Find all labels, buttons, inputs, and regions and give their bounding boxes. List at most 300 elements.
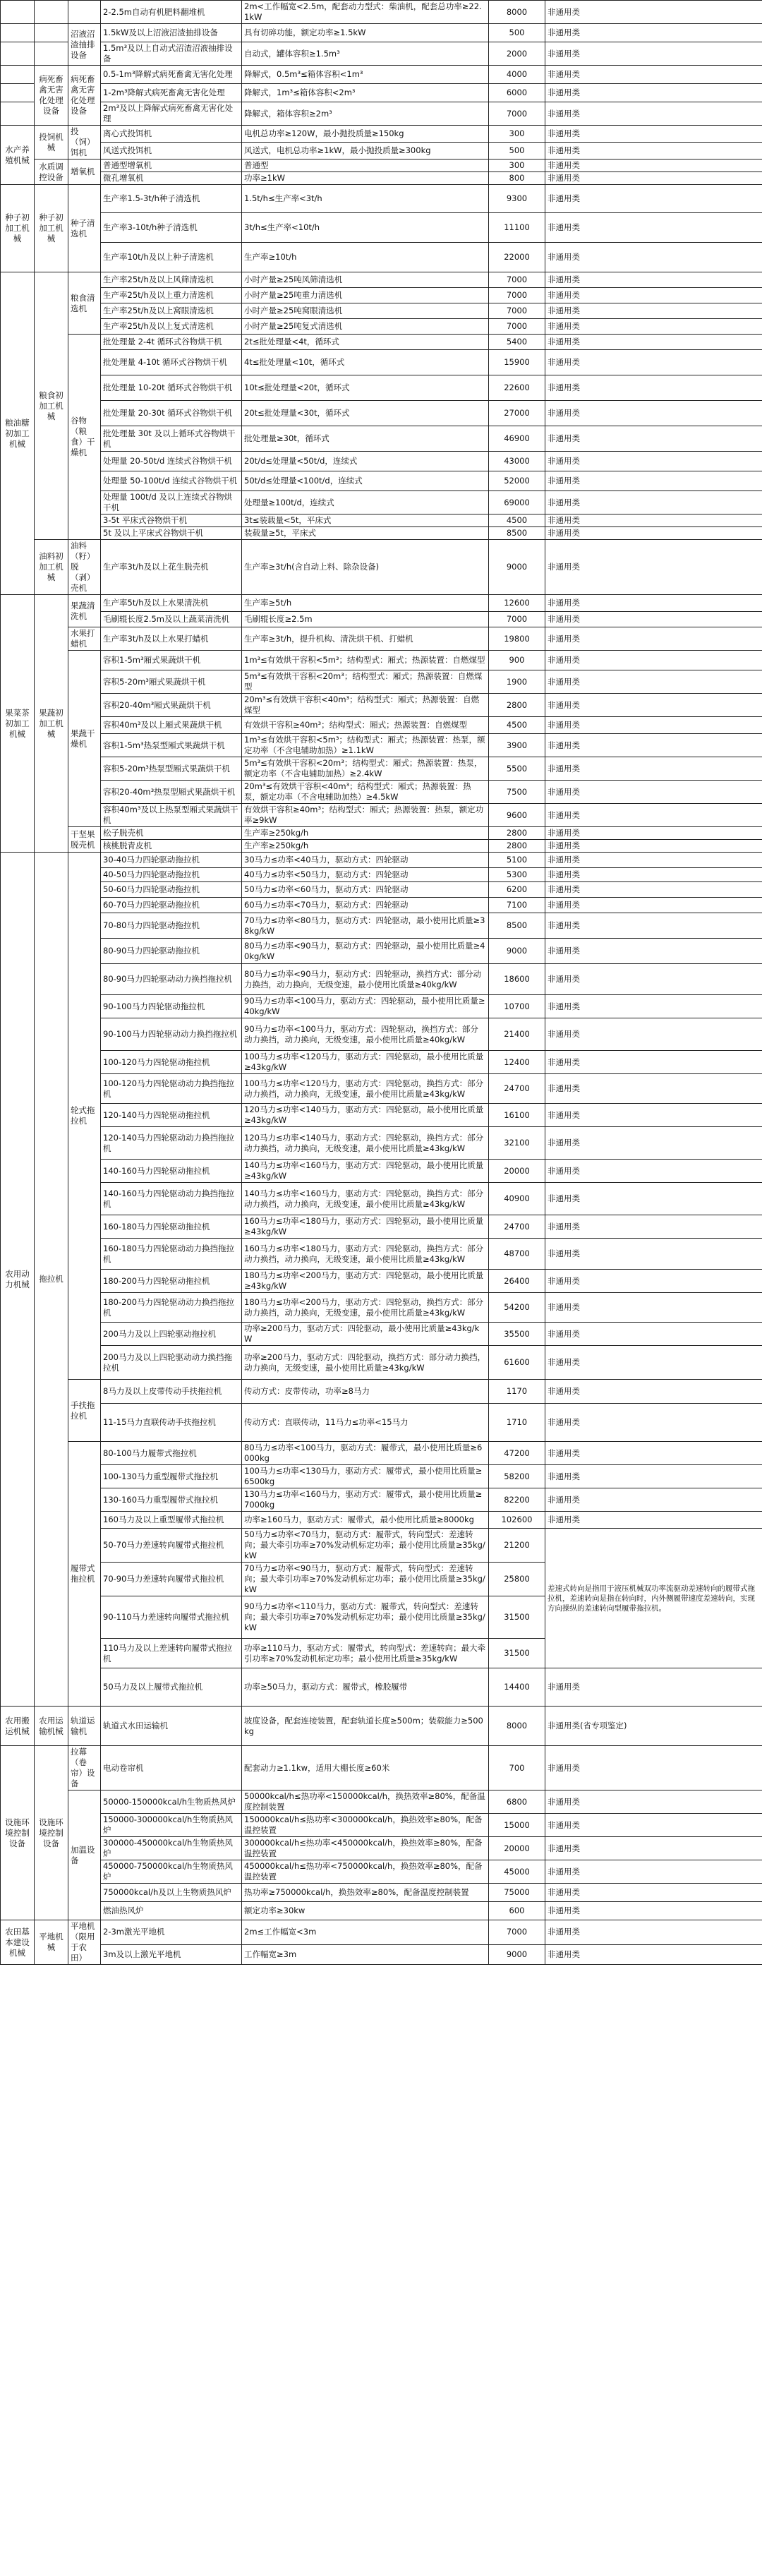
- cell-c6: 11100: [489, 213, 545, 243]
- cell-c7: 非通用类: [545, 24, 762, 42]
- cell-c5: 功率≥160马力，驱动方式：履带式，最小使用比质量≥8000kg: [242, 1512, 489, 1529]
- cell-c7: 非通用类: [545, 853, 762, 868]
- cell-c6: 21400: [489, 1018, 545, 1051]
- cell-c6: 20000: [489, 1160, 545, 1183]
- cell-c5: 80马力≤功率<90马力，驱动方式：四轮驱动，最小使用比质量≥40kg/kW: [242, 939, 489, 964]
- cell-c7: 非通用类: [545, 734, 762, 757]
- table-row: [1, 1018, 762, 1051]
- cell-c6: 7000: [489, 612, 545, 627]
- cell-c5: 装载量≥5t，平床式: [242, 527, 489, 540]
- cell-c3: 加温设备: [68, 1790, 101, 1920]
- cell-c7: 非通用类: [545, 452, 762, 471]
- table-row: [1, 939, 762, 964]
- cell-c4: 容积1-5m³厢式果蔬烘干机: [101, 651, 242, 670]
- cell-c5: 普通型: [242, 160, 489, 172]
- cell-c5: 50t/d≤处理量<100t/d，连续式: [242, 471, 489, 491]
- cell-c6: 15900: [489, 350, 545, 375]
- cell-c6: 82200: [489, 1488, 545, 1512]
- cell-c4: 核桃脱青皮机: [101, 840, 242, 853]
- table-row: [1, 350, 762, 375]
- cell-c5: 70马力≤功率<90马力，驱动方式：履带式，转向型式：差速转向；最大牵引功率≥70%发动机标定功率；最小使用比质量≥35kg/kW: [242, 1563, 489, 1596]
- cell-c2: 设施环境控制设备: [35, 1746, 68, 1920]
- cell-c6: 24700: [489, 1074, 545, 1104]
- cell-c6: 7000: [489, 319, 545, 335]
- cell-c1: [1, 66, 35, 84]
- cell-c5: 风送式，电机总功率≥1kW，最小抛投质量≥300kg: [242, 143, 489, 160]
- cell-c2: 投饲机械: [35, 126, 68, 160]
- cell-c7: 非通用类: [545, 1668, 762, 1707]
- cell-c7: 非通用类: [545, 1, 762, 24]
- table-row: [1, 1160, 762, 1183]
- cell-c5: 450000kcal/h≤热功率<750000kcal/h，换热效率≥80%，配备温控装置: [242, 1860, 489, 1884]
- cell-c2: 拖拉机: [35, 853, 68, 1707]
- cell-c7: 非通用类: [545, 882, 762, 898]
- cell-c3: 平地机（限用于农田）: [68, 1920, 101, 1965]
- table-row: [1, 1512, 762, 1529]
- cell-c6: 300: [489, 160, 545, 172]
- table-row: [1, 185, 762, 213]
- cell-c4: 140-160马力四轮驱动动力换挡拖拉机: [101, 1183, 242, 1215]
- cell-c4: 生产率3t/h及以上水果打蜡机: [101, 627, 242, 651]
- cell-c7: 非通用类: [545, 1920, 762, 1945]
- table-row: [1, 1746, 762, 1790]
- cell-c1: [1, 42, 35, 66]
- cell-c1: 农用搬运机械: [1, 1707, 35, 1746]
- table-row: [1, 426, 762, 452]
- cell-c6: 19800: [489, 627, 545, 651]
- cell-c1: 种子初加工机械: [1, 185, 35, 272]
- cell-c4: 130-160马力重型履带式拖拉机: [101, 1488, 242, 1512]
- cell-c4: 100-120马力四轮驱动动力换挡拖拉机: [101, 1074, 242, 1104]
- cell-c6: 8500: [489, 527, 545, 540]
- cell-c6: 3900: [489, 734, 545, 757]
- table-row: [1, 1884, 762, 1902]
- table-row: [1, 1668, 762, 1707]
- table-row: [1, 401, 762, 426]
- cell-c7: 非通用类: [545, 939, 762, 964]
- cell-c4: 容积40m³及以上热泵型厢式果蔬烘干机: [101, 804, 242, 827]
- cell-c6: 7000: [489, 303, 545, 319]
- cell-c5: 80马力≤功率<100马力，驱动方式：履带式，最小使用比质量≥6000kg: [242, 1442, 489, 1465]
- cell-c6: 2800: [489, 840, 545, 853]
- cell-c4: 750000kcal/h及以上生物质热风炉: [101, 1884, 242, 1902]
- cell-c3: 沼液沼渣抽排设备: [68, 24, 101, 66]
- cell-c5: 小时产量≥25吨重力清选机: [242, 288, 489, 303]
- cell-c5: 3t/h≤生产率<10t/h: [242, 213, 489, 243]
- cell-c7: 非通用类: [545, 612, 762, 627]
- cell-c7: 非通用类: [545, 1293, 762, 1323]
- cell-c4: 50-60马力四轮驱动拖拉机: [101, 882, 242, 898]
- cell-c4: 120-140马力四轮驱动动力换挡拖拉机: [101, 1127, 242, 1160]
- cell-c1: 农田基本建设机械: [1, 1920, 35, 1965]
- cell-c7: 差速式转向是指用于液压机械双功率流驱动差速转向的履带式拖拉机，差速转向是指在转向时，内外侧履带速度差速转向，实现方向操纵的差速转向型履带拖拉机。: [545, 1529, 762, 1668]
- cell-c7: 非通用类: [545, 126, 762, 143]
- table-row: [1, 24, 762, 42]
- cell-c1: 水产养殖机械: [1, 126, 35, 185]
- table-row: [1, 1270, 762, 1293]
- cell-c5: 额定功率≥30kw: [242, 1902, 489, 1920]
- table-row: [1, 514, 762, 527]
- cell-c6: 52000: [489, 471, 545, 491]
- cell-c5: 5m³≤有效烘干容积<20m³；结构型式：厢式；热源装置：自燃煤型: [242, 670, 489, 694]
- cell-c5: 2m≤工作幅宽<3m: [242, 1920, 489, 1945]
- cell-c6: 18600: [489, 964, 545, 995]
- cell-c4: 30-40马力四轮驱动拖拉机: [101, 853, 242, 868]
- cell-c6: 12600: [489, 595, 545, 612]
- table-row: [1, 1902, 762, 1920]
- cell-c5: 毛刷辊长度≥2.5m: [242, 612, 489, 627]
- cell-c2: 粮食初加工机械: [35, 272, 68, 540]
- cell-c6: 9000: [489, 939, 545, 964]
- table-row: [1, 757, 762, 781]
- cell-c4: 80-100马力履带式拖拉机: [101, 1442, 242, 1465]
- cell-c6: 48700: [489, 1239, 545, 1270]
- cell-c4: 50-70马力差速转向履带式拖拉机: [101, 1529, 242, 1563]
- cell-c7: 非通用类: [545, 913, 762, 939]
- cell-c4: 50马力及以上履带式拖拉机: [101, 1668, 242, 1707]
- cell-c4: 风送式投饵机: [101, 143, 242, 160]
- cell-c6: 700: [489, 1746, 545, 1790]
- cell-c4: 松子脱壳机: [101, 827, 242, 840]
- table-row: [1, 527, 762, 540]
- cell-c4: 100-130马力重型履带式拖拉机: [101, 1465, 242, 1488]
- cell-c5: 生产率≥3t/h，提升机构、清洗烘干机、打蜡机: [242, 627, 489, 651]
- cell-c6: 500: [489, 143, 545, 160]
- cell-c5: 60马力≤功率<70马力，驱动方式：四轮驱动: [242, 898, 489, 913]
- cell-c5: 传动方式：皮带传动，功率≥8马力: [242, 1380, 489, 1404]
- cell-c5: 自动式，罐体容积≥1.5m³: [242, 42, 489, 66]
- cell-c7: 非通用类(省专项鉴定): [545, 1707, 762, 1746]
- cell-c2: 油料初加工机械: [35, 540, 68, 595]
- cell-c6: 102600: [489, 1512, 545, 1529]
- table-row: [1, 1529, 762, 1563]
- cell-c6: 58200: [489, 1465, 545, 1488]
- table-row: [1, 651, 762, 670]
- cell-c6: 5500: [489, 757, 545, 781]
- cell-c7: 非通用类: [545, 670, 762, 694]
- cell-c6: 7000: [489, 102, 545, 126]
- cell-c5: 功率≥110马力，驱动方式：履带式，转向型式：差速转向；最大牵引功率≥70%发动机标定功率；最小使用比质量≥35kg/kW: [242, 1639, 489, 1668]
- cell-c7: 非通用类: [545, 1746, 762, 1790]
- cell-c4: 0.5-1m³降解式病死畜禽无害化处理: [101, 66, 242, 84]
- cell-c5: 10t≤批处理量<20t，循环式: [242, 375, 489, 401]
- cell-c5: 1m³≤有效烘干容积<5m³；结构型式：厢式；热源装置：自燃煤型: [242, 651, 489, 670]
- cell-c7: 非通用类: [545, 102, 762, 126]
- cell-c7: 非通用类: [545, 595, 762, 612]
- table-row: [1, 1293, 762, 1323]
- cell-c5: 80马力≤功率<90马力，驱动方式：四轮驱动，换挡方式：部分动力换挡，动力换向，无级变速，最小使用比质量≥40kg/kW: [242, 964, 489, 995]
- cell-c5: 120马力≤功率<140马力，驱动方式：四轮驱动，最小使用比质量≥43kg/kW: [242, 1104, 489, 1127]
- cell-c3: 谷物（粮食）干燥机: [68, 335, 101, 540]
- cell-c7: 非通用类: [545, 471, 762, 491]
- cell-c5: 2t≤批处理量<4t，循环式: [242, 335, 489, 350]
- cell-c4: 电动卷帘机: [101, 1746, 242, 1790]
- table-row: [1, 670, 762, 694]
- cell-c7: 非通用类: [545, 1465, 762, 1488]
- cell-c6: 800: [489, 172, 545, 185]
- cell-c7: 非通用类: [545, 827, 762, 840]
- cell-c6: 69000: [489, 491, 545, 514]
- cell-c7: 非通用类: [545, 1104, 762, 1127]
- table-row: [1, 627, 762, 651]
- table-row: [1, 1, 762, 24]
- cell-c4: 160-180马力四轮驱动拖拉机: [101, 1215, 242, 1239]
- cell-c5: 40马力≤功率<50马力，驱动方式：四轮驱动: [242, 868, 489, 882]
- cell-c5: 180马力≤功率<200马力，驱动方式：四轮驱动，最小使用比质量≥43kg/kW: [242, 1270, 489, 1293]
- cell-c5: 140马力≤功率<160马力，驱动方式：四轮驱动，最小使用比质量≥43kg/kW: [242, 1160, 489, 1183]
- cell-c6: 47200: [489, 1442, 545, 1465]
- cell-c7: 非通用类: [545, 1323, 762, 1346]
- cell-c4: 200马力及以上四轮驱动动力换挡拖拉机: [101, 1346, 242, 1380]
- cell-c5: 70马力≤功率<80马力，驱动方式：四轮驱动，最小使用比质量≥38kg/kW: [242, 913, 489, 939]
- cell-c4: 11-15马力直联传动手扶拖拉机: [101, 1404, 242, 1442]
- table-row: [1, 1183, 762, 1215]
- cell-c5: 1.5t/h≤生产率<3t/h: [242, 185, 489, 213]
- cell-c6: 26400: [489, 1270, 545, 1293]
- cell-c3: 增氧机: [68, 160, 101, 185]
- cell-c6: 2000: [489, 42, 545, 66]
- table-row: [1, 243, 762, 272]
- cell-c6: 7000: [489, 272, 545, 288]
- cell-c4: 批处理量 4-10t 循环式谷物烘干机: [101, 350, 242, 375]
- cell-c2: 种子初加工机械: [35, 185, 68, 272]
- cell-c7: 非通用类: [545, 1127, 762, 1160]
- cell-c7: 非通用类: [545, 964, 762, 995]
- cell-c5: 300000kcal/h≤热功率<450000kcal/h，换热效率≥80%，配备温控装置: [242, 1837, 489, 1860]
- cell-c6: 1170: [489, 1380, 545, 1404]
- cell-c7: 非通用类: [545, 426, 762, 452]
- cell-c2: 农用运输机械: [35, 1707, 68, 1746]
- cell-c5: 功率≥1kW: [242, 172, 489, 185]
- cell-c2: [35, 24, 68, 42]
- table-row: [1, 335, 762, 350]
- cell-c4: 批处理量 30t 及以上循环式谷物烘干机: [101, 426, 242, 452]
- table-row: [1, 213, 762, 243]
- cell-c7: 非通用类: [545, 185, 762, 213]
- table-row: [1, 882, 762, 898]
- cell-c4: 3-5t 平床式谷物烘干机: [101, 514, 242, 527]
- table-row: [1, 868, 762, 882]
- cell-c4: 生产率5t/h及以上水果清洗机: [101, 595, 242, 612]
- cell-c5: 120马力≤功率<140马力，驱动方式：四轮驱动，换挡方式：部分动力换挡，动力换向，无级变速，最小使用比质量≥43kg/kW: [242, 1127, 489, 1160]
- cell-c4: 毛刷辊长度2.5m及以上蔬菜清洗机: [101, 612, 242, 627]
- cell-c4: 处理量 100t/d 及以上连续式谷物烘干机: [101, 491, 242, 514]
- table-row: [1, 827, 762, 840]
- table-row: [1, 84, 762, 102]
- table-row: [1, 1104, 762, 1127]
- cell-c6: 4500: [489, 717, 545, 734]
- cell-c5: 传动方式：直联传动，11马力≤功率<15马力: [242, 1404, 489, 1442]
- cell-c6: 14400: [489, 1668, 545, 1707]
- cell-c4: 批处理量 20-30t 循环式谷物烘干机: [101, 401, 242, 426]
- cell-c4: 批处理量 2-4t 循环式谷物烘干机: [101, 335, 242, 350]
- table-row: [1, 612, 762, 627]
- cell-c5: 100马力≤功率<120马力，驱动方式：四轮驱动，换挡方式：部分动力换挡，动力换向，无级变速，最小使用比质量≥43kg/kW: [242, 1074, 489, 1104]
- cell-c4: 燃油热风炉: [101, 1902, 242, 1920]
- cell-c4: 3m及以上激光平地机: [101, 1944, 242, 1964]
- cell-c4: 100-120马力四轮驱动拖拉机: [101, 1051, 242, 1074]
- table-row: [1, 1814, 762, 1837]
- cell-c1: [1, 1, 35, 24]
- cell-c3: 果蔬干燥机: [68, 651, 101, 827]
- table-row: [1, 288, 762, 303]
- cell-c6: 25800: [489, 1563, 545, 1596]
- cell-c6: 8000: [489, 1, 545, 24]
- table-row: [1, 102, 762, 126]
- cell-c5: 生产率≥250kg/h: [242, 840, 489, 853]
- cell-c7: 非通用类: [545, 717, 762, 734]
- table-row: [1, 375, 762, 401]
- table-row: [1, 1488, 762, 1512]
- cell-c7: 非通用类: [545, 1018, 762, 1051]
- cell-c7: 非通用类: [545, 1074, 762, 1104]
- cell-c4: 90-100马力四轮驱动拖拉机: [101, 995, 242, 1018]
- cell-c5: 热功率≥750000kcal/h，换热效率≥80%，配备温度控制装置: [242, 1884, 489, 1902]
- cell-c5: 功率≥200马力，驱动方式：四轮驱动，换挡方式：部分动力换挡，动力换向，无级变速，最小使用比质量≥43kg/kW: [242, 1346, 489, 1380]
- cell-c4: 生产率1.5-3t/h种子清选机: [101, 185, 242, 213]
- cell-c4: 容积5-20m³厢式果蔬烘干机: [101, 670, 242, 694]
- cell-c6: 300: [489, 126, 545, 143]
- cell-c5: 生产率≥250kg/h: [242, 827, 489, 840]
- cell-c5: 50马力≤功率<60马力，驱动方式：四轮驱动: [242, 882, 489, 898]
- cell-c3: 拉幕（卷帘）设备: [68, 1746, 101, 1790]
- cell-c6: 600: [489, 1902, 545, 1920]
- cell-c5: 4t≤批处理量<10t，循环式: [242, 350, 489, 375]
- cell-c7: 非通用类: [545, 1814, 762, 1837]
- cell-c7: 非通用类: [545, 757, 762, 781]
- cell-c5: 50000kcal/h≤热功率<150000kcal/h，换热效率≥80%，配备温度控制装置: [242, 1790, 489, 1814]
- cell-c7: 非通用类: [545, 1790, 762, 1814]
- cell-c4: 180-200马力四轮驱动拖拉机: [101, 1270, 242, 1293]
- cell-c7: 非通用类: [545, 375, 762, 401]
- table-row: [1, 898, 762, 913]
- cell-c6: 45000: [489, 1860, 545, 1884]
- cell-c4: 轨道式水田运输机: [101, 1707, 242, 1746]
- cell-c4: 50000-150000kcal/h生物质热风炉: [101, 1790, 242, 1814]
- cell-c7: 非通用类: [545, 651, 762, 670]
- cell-c6: 2800: [489, 694, 545, 717]
- cell-c4: 110马力及以上差速转向履带式拖拉机: [101, 1639, 242, 1668]
- cell-c5: 20m³≤有效烘干容积<40m³；结构型式：厢式；热源装置：热泵，额定功率（不含电辅助加热）≥4.5kW: [242, 781, 489, 804]
- cell-c5: 2m<工作幅宽<2.5m，配套动力型式：柴油机，配套总功率≥22.1kW: [242, 1, 489, 24]
- cell-c2: 病死畜禽无害化处理设备: [35, 66, 68, 126]
- cell-c5: 生产率≥3t/h(含自动上料、除杂设备): [242, 540, 489, 595]
- table-row: [1, 595, 762, 612]
- table-row: [1, 804, 762, 827]
- cell-c3: 干坚果脱壳机: [68, 827, 101, 853]
- cell-c7: 非通用类: [545, 213, 762, 243]
- cell-c7: 非通用类: [545, 1183, 762, 1215]
- cell-c5: 20m³≤有效烘干容积<40m³；结构型式：厢式；热源装置：自燃煤型: [242, 694, 489, 717]
- cell-c4: 90-110马力差速转向履带式拖拉机: [101, 1596, 242, 1639]
- cell-c6: 40900: [489, 1183, 545, 1215]
- cell-c4: 生产率3t/h及以上花生脱壳机: [101, 540, 242, 595]
- cell-c7: 非通用类: [545, 804, 762, 827]
- cell-c4: 容积40m³及以上厢式果蔬烘干机: [101, 717, 242, 734]
- cell-c7: 非通用类: [545, 1346, 762, 1380]
- cell-c6: 5400: [489, 335, 545, 350]
- cell-c1: [1, 84, 35, 102]
- table-row: [1, 143, 762, 160]
- cell-c1: 设施环境控制设备: [1, 1746, 35, 1920]
- cell-c4: 1-2m³降解式病死畜禽无害化处理: [101, 84, 242, 102]
- cell-c7: 非通用类: [545, 627, 762, 651]
- cell-c7: 非通用类: [545, 1442, 762, 1465]
- cell-c7: 非通用类: [545, 694, 762, 717]
- cell-c1: 农用动力机械: [1, 853, 35, 1707]
- cell-c6: 35500: [489, 1323, 545, 1346]
- cell-c6: 1710: [489, 1404, 545, 1442]
- cell-c5: 功率≥200马力，驱动方式：四轮驱动，最小使用比质量≥43kg/kW: [242, 1323, 489, 1346]
- cell-c4: 容积5-20m³热泵型厢式果蔬烘干机: [101, 757, 242, 781]
- table-row: [1, 540, 762, 595]
- cell-c6: 43000: [489, 452, 545, 471]
- cell-c6: 9000: [489, 540, 545, 595]
- cell-c6: 5300: [489, 868, 545, 882]
- cell-c7: 非通用类: [545, 1051, 762, 1074]
- cell-c6: 46900: [489, 426, 545, 452]
- table-row: [1, 781, 762, 804]
- table-row: [1, 995, 762, 1018]
- cell-c5: 降解式，0.5m³≤箱体容积<1m³: [242, 66, 489, 84]
- table-row: [1, 840, 762, 853]
- cell-c7: 非通用类: [545, 143, 762, 160]
- cell-c6: 27000: [489, 401, 545, 426]
- cell-c6: 20000: [489, 1837, 545, 1860]
- cell-c5: 电机总功率≥120W，最小抛投质量≥150kg: [242, 126, 489, 143]
- table-row: [1, 272, 762, 288]
- table-row: [1, 1346, 762, 1380]
- cell-c5: 100马力≤功率<120马力，驱动方式：四轮驱动，最小使用比质量≥43kg/kW: [242, 1051, 489, 1074]
- cell-c7: 非通用类: [545, 319, 762, 335]
- cell-c2: [35, 1, 68, 24]
- cell-c4: 处理量 20-50t/d 连续式谷物烘干机: [101, 452, 242, 471]
- cell-c7: 非通用类: [545, 288, 762, 303]
- cell-c4: 60-70马力四轮驱动拖拉机: [101, 898, 242, 913]
- cell-c5: 配套动力≥1.1kw，适用大棚长度≥60米: [242, 1746, 489, 1790]
- cell-c5: 30马力≤功率<40马力，驱动方式：四轮驱动: [242, 853, 489, 868]
- table-row: [1, 1920, 762, 1945]
- cell-c6: 8500: [489, 913, 545, 939]
- cell-c6: 2800: [489, 827, 545, 840]
- cell-c1: 粮油糖初加工机械: [1, 272, 35, 595]
- cell-c6: 32100: [489, 1127, 545, 1160]
- cell-c5: 具有切碎功能，额定功率≥1.5kW: [242, 24, 489, 42]
- table-row: [1, 1127, 762, 1160]
- cell-c7: 非通用类: [545, 1380, 762, 1404]
- cell-c6: 4500: [489, 514, 545, 527]
- cell-c6: 31500: [489, 1596, 545, 1639]
- cell-c4: 1.5m³及以上自动式沼渣沼液抽排设备: [101, 42, 242, 66]
- cell-c4: 80-90马力四轮驱动动力换挡拖拉机: [101, 964, 242, 995]
- cell-c3: 粮食清选机: [68, 272, 101, 335]
- cell-c5: 140马力≤功率<160马力，驱动方式：四轮驱动，换挡方式：部分动力换挡，动力换向，无级变速，最小使用比质量≥43kg/kW: [242, 1183, 489, 1215]
- cell-c3: 轨道运输机: [68, 1707, 101, 1746]
- cell-c5: 有效烘干容积≥40m³；结构型式：厢式；热源装置：自燃煤型: [242, 717, 489, 734]
- table-row: [1, 1442, 762, 1465]
- cell-c5: 90马力≤功率<100马力，驱动方式：四轮驱动，换挡方式：部分动力换挡，动力换向，无级变速，最小使用比质量≥40kg/kW: [242, 1018, 489, 1051]
- table-row: [1, 853, 762, 868]
- cell-c6: 4000: [489, 66, 545, 84]
- cell-c4: 容积20-40m³厢式果蔬烘干机: [101, 694, 242, 717]
- cell-c6: 10700: [489, 995, 545, 1018]
- cell-c2: [35, 42, 68, 66]
- cell-c6: 900: [489, 651, 545, 670]
- cell-c6: 31500: [489, 1639, 545, 1668]
- cell-c7: 非通用类: [545, 243, 762, 272]
- cell-c4: 150000-300000kcal/h生物质热风炉: [101, 1814, 242, 1837]
- cell-c4: 生产率25t/h及以上风筛清选机: [101, 272, 242, 288]
